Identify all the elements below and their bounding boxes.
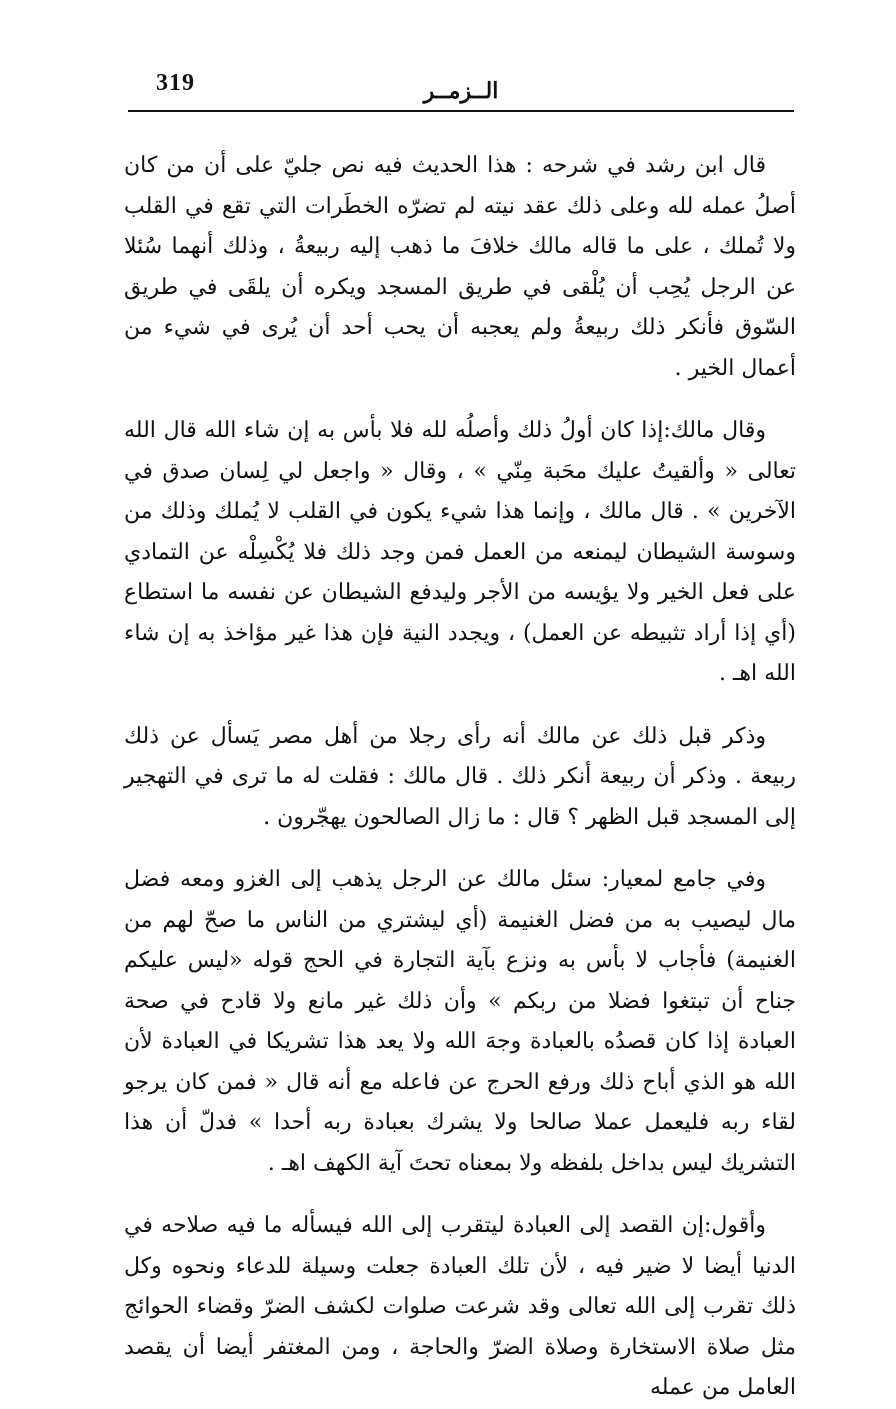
running-title: الــزمــر: [423, 78, 499, 104]
page-header: [128, 66, 794, 112]
paragraph: قال ابن رشد في شرحه : هذا الحديث فيه نص جليّ على أن من كان أصلُ عمله لله وعلى ذلك عقد نيته لم تضرّه الخطَرات التي تقع في القلب ولا تُملك ، على ما قاله مالك خلافَ ما ذهب إليه ربيعةُ ، وذلك أنهما سُئلا عن الرجل يُحِب أن يُلْقى في طريق المسجد ويكره أن يلقَى في طريق السّوق فأنكر ذلك ربيعةُ ولم يعجبه أن يحب أحد أن يُرى في شيء من أعمال الخير .: [124, 153, 796, 381]
header-divider: [128, 110, 794, 112]
paragraph: وقال مالك:إذا كان أولُ ذلك وأصلُه لله فلا بأس به إن شاء الله قال الله تعالى « وألقيتُ عليك محَبة مِنّي » ، وقال « واجعل لي لِسان صدق في الآخرين » . قال مالك ، وإنما هذا شيء يكون في القلب لا يُملك وذلك من وسوسة الشيطان ليمنعه من العمل فمن وجد ذلك فلا يُكْسِلْه عن التمادي على فعل الخير ولا يؤيسه من الأجر وليدفع الشيطان عن نفسه ما استطاع (أي إذا أراد تثبيطه عن العمل) ، ويجدد النية فإن هذا غير مؤاخذ به إن شاء الله اهـ .: [124, 418, 796, 686]
page-number: 319: [156, 70, 195, 96]
body-text: [124, 146, 796, 1409]
paragraph: وذكر قبل ذلك عن مالك أنه رأى رجلا من أهل مصر يَسأل عن ذلك ربيعة . وذكر أن ربيعة أنكر ذلك . قال مالك : فقلت له ما ترى في التهجير إلى المسجد قبل الظهر ؟ قال : ما زال الصالحون يهجّرون .: [124, 723, 796, 830]
paragraph: وأقول:إن القصد إلى العبادة ليتقرب إلى الله فيسأله ما فيه صلاحه في الدنيا أيضا لا ضير فيه ، لأن تلك العبادة جعلت وسيلة للدعاء ونحوه وكل ذلك تقرب إلى الله تعالى وقد شرعت صلوات لكشف الضرّ وقضاء الحوائج مثل صلاة الاستخارة وصلاة الضرّ والحاجة ، ومن المغتفر أيضا أن يقصد العامل من عمله: [124, 1213, 796, 1400]
paragraph: وفي جامع لمعيار: سئل مالك عن الرجل يذهب إلى الغزو ومعه فضل مال ليصيب به من فضل الغنيمة (أي ليشتري من الناس ما صحّ لهم من الغنيمة) فأجاب لا بأس به ونزع بآية التجارة في الحج قوله «ليس عليكم جناح أن تبتغوا فضلا من ربكم » وأن ذلك غير مانع ولا قادح في صحة العبادة إذا كان قصدُه بالعبادة وجهَ الله ولا يعد هذا تشريكا في العبادة لأن الله هو الذي أباح ذلك ورفع الحرج عن فاعله مع أنه قال « فمن كان يرجو لقاء ربه فليعمل عملا صالحا ولا يشرك بعبادة ربه أحدا » فدلّ أن هذا التشريك ليس بداخل بلفظه ولا بمعناه تحتَ آية الكهف اهـ .: [124, 867, 796, 1176]
